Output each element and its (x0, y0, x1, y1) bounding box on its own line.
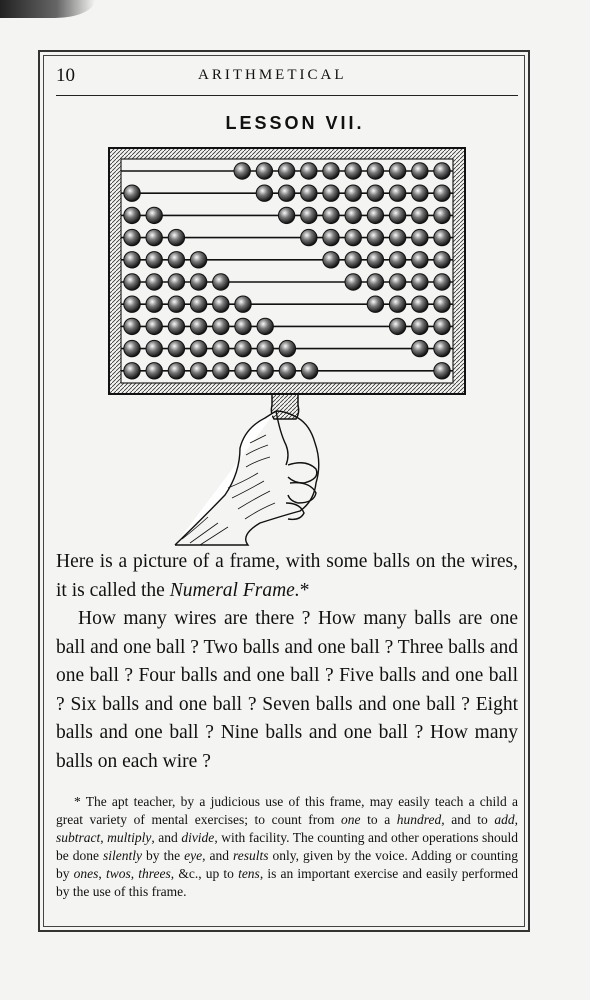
abacus-bead (213, 340, 229, 356)
abacus-bead (389, 274, 405, 290)
abacus-bead (257, 318, 273, 334)
abacus-bead (301, 229, 317, 245)
abacus-bead (434, 274, 450, 290)
abacus-bead (124, 318, 140, 334)
abacus-bead (389, 229, 405, 245)
abacus-bead (434, 207, 450, 223)
abacus-bead (124, 207, 140, 223)
abacus-bead (146, 318, 162, 334)
abacus-bead (412, 252, 428, 268)
abacus-bead (345, 274, 361, 290)
abacus-bead (389, 163, 405, 179)
abacus-bead (412, 274, 428, 290)
abacus-bead (168, 274, 184, 290)
footnote-em: multiply (107, 830, 152, 845)
abacus-bead (190, 296, 206, 312)
footnote-part: , and to (441, 812, 495, 827)
abacus-bead (146, 363, 162, 379)
footnote-em: twos (105, 866, 131, 881)
abacus-bead (278, 163, 294, 179)
abacus-bead (124, 296, 140, 312)
abacus-bead (234, 163, 250, 179)
abacus-bead (412, 229, 428, 245)
footnote-em: add (494, 812, 515, 827)
footnote-em: eye (184, 848, 203, 863)
abacus-bead (235, 340, 251, 356)
footnote-em: tens (238, 866, 260, 881)
footnote-part: , &c., up to (170, 866, 239, 881)
abacus-bead (367, 252, 383, 268)
abacus-bead (278, 207, 294, 223)
abacus-bead (434, 340, 450, 356)
abacus-bead (412, 296, 428, 312)
footnote-part: , (130, 866, 139, 881)
abacus-bead (190, 318, 206, 334)
abacus-bead (146, 340, 162, 356)
footnote-part: , (98, 866, 106, 881)
footnote-em: subtract (56, 830, 101, 845)
abacus-bead (301, 185, 317, 201)
footnote-marker: * (299, 579, 310, 601)
abacus-bead (301, 207, 317, 223)
intro-text: Here is a picture of a frame, with some balls on the wires, it is called the (56, 551, 518, 601)
footnote-part: , and (202, 848, 233, 863)
abacus-bead (146, 229, 162, 245)
abacus-bead (278, 185, 294, 201)
abacus-bead (323, 229, 339, 245)
footnote-part: to a (360, 812, 397, 827)
abacus-bead (124, 363, 140, 379)
abacus-bead (190, 252, 206, 268)
footnote-part: , (514, 812, 518, 827)
abacus-bead (146, 274, 162, 290)
abacus-bead (213, 318, 229, 334)
abacus-bead (412, 207, 428, 223)
lesson-title: LESSON VII. (225, 113, 365, 133)
abacus-bead (434, 163, 450, 179)
abacus-bead (213, 274, 229, 290)
footnote-part: by the (142, 848, 185, 863)
abacus-bead (367, 207, 383, 223)
paragraph-questions: How many wires are there ? How many balls are one ball and one ball ? Two balls and one ball ? Three balls and one ball ? Four balls and one ball ? Five balls and one ball ? Six balls and one ball ? Seven balls and one ball ? Eight balls and one ball ? Nine balls and one ball ? How many balls on each wire ? (56, 608, 518, 772)
abacus-bead (213, 363, 229, 379)
abacus-bead (146, 207, 162, 223)
abacus-bead (389, 296, 405, 312)
abacus-bead (257, 340, 273, 356)
abacus-bead (412, 163, 428, 179)
abacus-bead (168, 340, 184, 356)
abacus-bead (389, 252, 405, 268)
numeral-frame-term: Numeral Frame. (169, 579, 300, 601)
abacus-bead (345, 207, 361, 223)
abacus-bead (345, 229, 361, 245)
page-header (56, 65, 518, 96)
abacus-bead (168, 296, 184, 312)
footnote-em: ones (73, 866, 99, 881)
abacus-bead (367, 296, 383, 312)
footnote-part: , is an important exercise and easily performed by the use of this frame. (56, 866, 519, 899)
footnote-text (56, 793, 518, 901)
abacus-bead (190, 363, 206, 379)
abacus-bead (146, 296, 162, 312)
scan-corner-shadow (0, 0, 95, 18)
abacus-bead (367, 163, 383, 179)
abacus-bead (434, 318, 450, 334)
abacus-bead (301, 363, 317, 379)
footnote-part: only, given by the voice. Adding or counting by (56, 848, 519, 881)
abacus-bead (257, 363, 273, 379)
footnote-em: threes (138, 866, 171, 881)
footnote-part: , with facility. The counting and other operations should be done (56, 830, 518, 863)
abacus-bead (323, 163, 339, 179)
abacus-bead (124, 252, 140, 268)
abacus-bead (301, 163, 317, 179)
abacus-bead (412, 340, 428, 356)
abacus-bead (434, 185, 450, 201)
lesson-body (56, 548, 518, 776)
abacus-bead (168, 252, 184, 268)
abacus-bead (124, 229, 140, 245)
abacus-bead (213, 296, 229, 312)
hand-drawing (175, 411, 319, 545)
abacus-bead (323, 185, 339, 201)
page-number: 10 (56, 65, 75, 86)
abacus-bead (434, 296, 450, 312)
abacus-bead (124, 274, 140, 290)
abacus-bead (434, 229, 450, 245)
abacus-bead (434, 252, 450, 268)
footnote-em: hundred (396, 812, 442, 827)
abacus-bead (190, 340, 206, 356)
footnote-em: divide (181, 830, 215, 845)
abacus-bead (367, 185, 383, 201)
footnote (56, 793, 518, 901)
abacus-bead (389, 185, 405, 201)
footnote-em: silently (103, 848, 143, 863)
abacus-bead (367, 229, 383, 245)
abacus-bead (256, 163, 272, 179)
abacus-bead (434, 363, 450, 379)
abacus-bead (279, 340, 295, 356)
abacus-bead (412, 185, 428, 201)
paragraph-intro (56, 548, 518, 605)
abacus-bead (323, 252, 339, 268)
abacus-bead (345, 163, 361, 179)
abacus-bead (146, 252, 162, 268)
abacus-bead (323, 207, 339, 223)
abacus-bead (124, 340, 140, 356)
abacus-handle (271, 394, 298, 419)
footnote-part: , and (151, 830, 182, 845)
abacus-bead (168, 318, 184, 334)
abacus-bead (367, 274, 383, 290)
abacus-bead (235, 296, 251, 312)
abacus-bead (389, 318, 405, 334)
footnote-em: one (341, 812, 361, 827)
abacus-bead (389, 207, 405, 223)
abacus-bead (412, 318, 428, 334)
running-title: ARITHMETICAL (198, 67, 347, 83)
abacus-bead (235, 318, 251, 334)
footnote-part: , (100, 830, 108, 845)
abacus-bead (168, 229, 184, 245)
abacus-bead (345, 185, 361, 201)
footnote-em: results (233, 848, 269, 863)
footnote-part: * The apt teacher, by a judicious use of this frame, may easily teach a child a great variety of mental exercises; to count from (56, 794, 518, 827)
abacus-bead (256, 185, 272, 201)
abacus-bead (168, 363, 184, 379)
abacus-bead (235, 363, 251, 379)
abacus-bead (279, 363, 295, 379)
abacus-bead (190, 274, 206, 290)
abacus-bead (124, 185, 140, 201)
abacus-bead (345, 252, 361, 268)
numeral-frame-illustration (100, 143, 470, 548)
